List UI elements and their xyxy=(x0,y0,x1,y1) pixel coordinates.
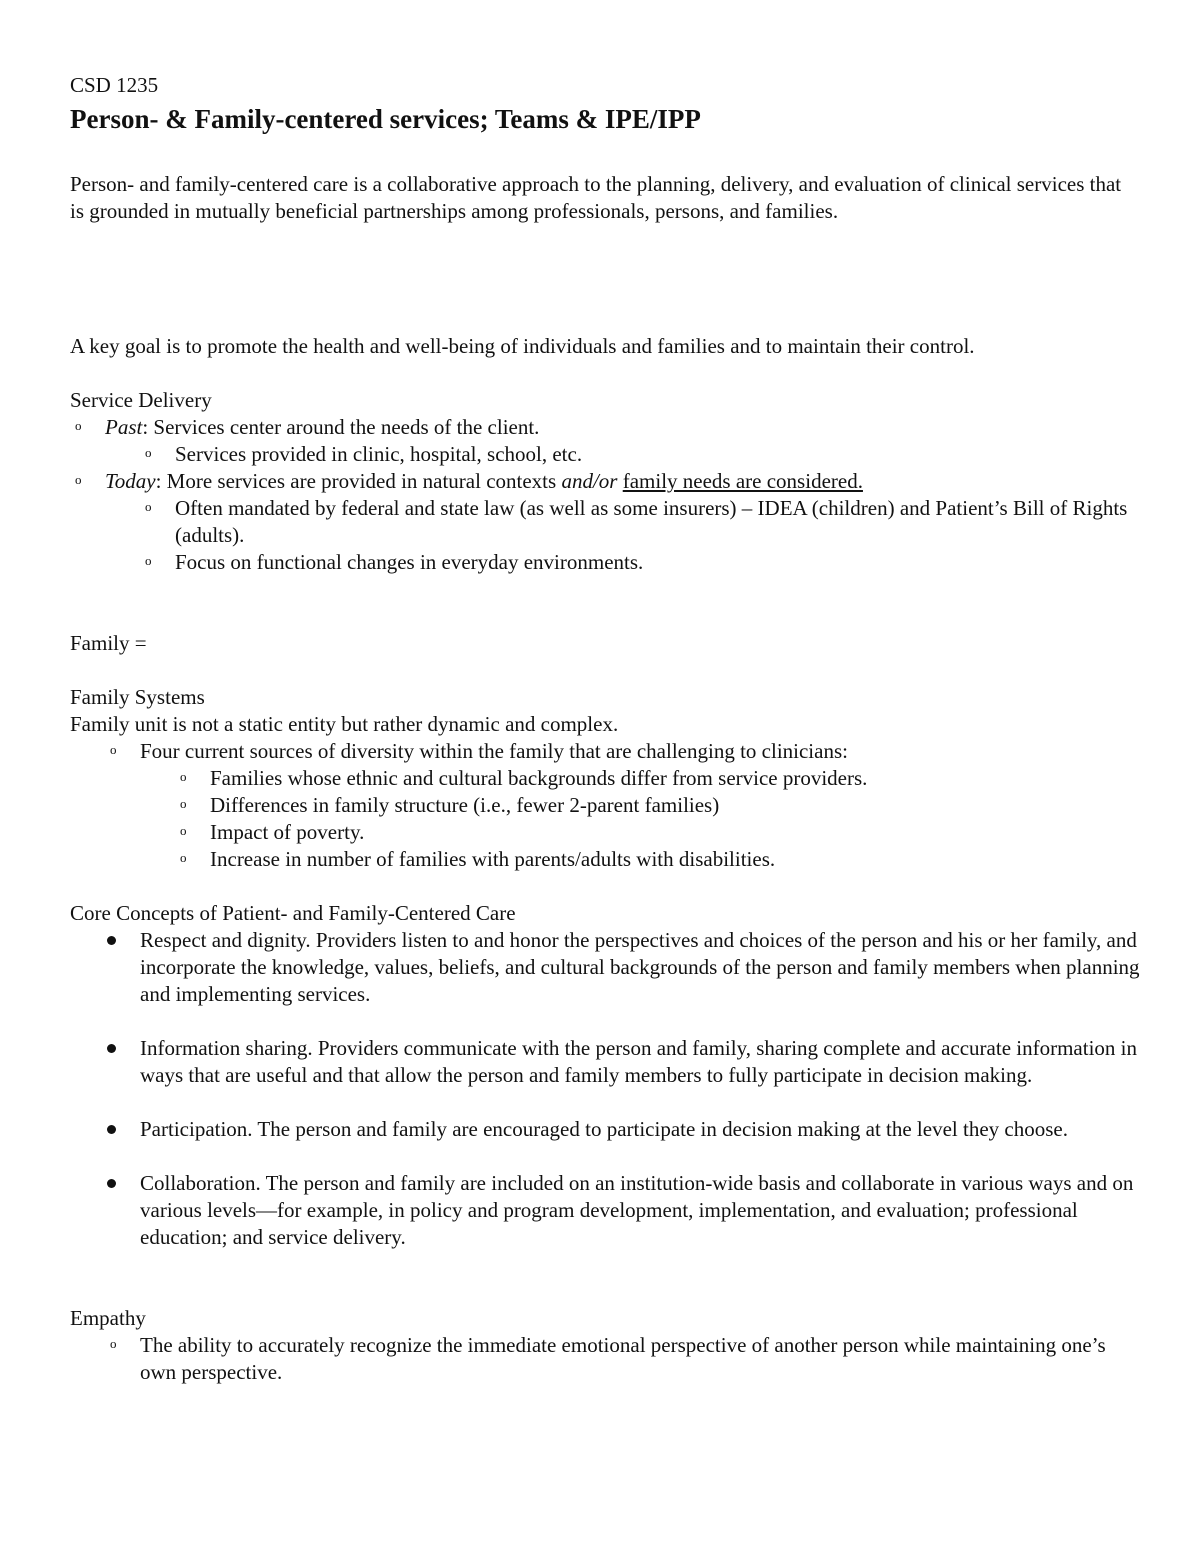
core-concepts-heading: Core Concepts of Patient- and Family-Centered Care xyxy=(70,901,516,925)
list-item: Information sharing. Providers communicate with the person and family, sharing complete and accurate information in ways that are useful and that allow the person and family members to fully participate in decision making. xyxy=(70,1035,1140,1089)
family-definition: Family = xyxy=(70,631,147,655)
list-item: o Increase in number of families with parents/adults with disabilities. xyxy=(180,847,776,871)
list-item: Participation. The person and family are encouraged to participate in decision making at the level they choose. xyxy=(70,1116,1140,1143)
empathy-list xyxy=(70,1332,1140,1386)
filled-bullet-icon xyxy=(107,1125,116,1134)
list-item: o The ability to accurately recognize the immediate emotional perspective of another person while maintaining one’s own perspective. xyxy=(110,1333,1106,1384)
family-systems-list xyxy=(70,738,1140,873)
list-item: o Four current sources of diversity within the family that are challenging to clinicians: xyxy=(110,739,848,763)
list-item: o Families whose ethnic and cultural backgrounds differ from service providers. xyxy=(180,766,868,790)
circle-bullet-icon: o xyxy=(180,796,187,811)
course-code: CSD 1235 xyxy=(70,73,159,97)
definition-paragraph: Person- and family-centered care is a collaborative approach to the planning, delivery, and evaluation of clinical services that is grounded in mutually beneficial partnerships among professionals, persons, and families. xyxy=(70,172,1122,223)
family-systems-statement: Family unit is not a static entity but rather dynamic and complex. xyxy=(70,712,619,736)
filled-bullet-icon xyxy=(107,1179,116,1188)
family-systems-heading: Family Systems xyxy=(70,685,205,709)
filled-bullet-icon xyxy=(107,1044,116,1053)
service-delivery-list xyxy=(70,414,1140,576)
service-delivery-heading: Service Delivery xyxy=(70,388,212,412)
core-concepts-list xyxy=(70,927,1140,1251)
list-item: o Differences in family structure (i.e., fewer 2-parent families) xyxy=(180,793,720,817)
circle-bullet-icon: o xyxy=(180,850,187,865)
circle-bullet-icon: o xyxy=(145,445,152,460)
list-item: o Services provided in clinic, hospital, school, etc. xyxy=(145,442,583,466)
document-page xyxy=(70,72,1140,1386)
circle-bullet-icon: o xyxy=(110,1336,117,1351)
circle-bullet-icon: o xyxy=(145,499,152,514)
list-item: Collaboration. The person and family are included on an institution-wide basis and collaborate in various ways and on various levels—for example, in policy and program development, implementation, and evaluation; professional education; and service delivery. xyxy=(70,1170,1140,1251)
list-item: o Focus on functional changes in everyday environments. xyxy=(145,550,644,574)
circle-bullet-icon: o xyxy=(145,553,152,568)
list-item: o Often mandated by federal and state law (as well as some insurers) – IDEA (children) and Patient’s Bill of Rights (adults). xyxy=(145,496,1128,547)
page-title: Person- & Family-centered services; Teams & IPE/IPP xyxy=(70,104,701,134)
filled-bullet-icon xyxy=(107,936,116,945)
circle-bullet-icon: o xyxy=(180,823,187,838)
circle-bullet-icon: o xyxy=(75,418,82,433)
circle-bullet-icon: o xyxy=(75,472,82,487)
empathy-heading: Empathy xyxy=(70,1306,146,1330)
list-item: o Past: Services center around the needs of the client. xyxy=(75,415,540,439)
list-item: o Impact of poverty. xyxy=(180,820,365,844)
circle-bullet-icon: o xyxy=(180,769,187,784)
circle-bullet-icon: o xyxy=(110,742,117,757)
list-item: o Today: More services are provided in natural contexts and/or family needs are considered. xyxy=(75,469,863,493)
list-item: Respect and dignity. Providers listen to and honor the perspectives and choices of the person and his or her family, and incorporate the knowledge, values, beliefs, and cultural backgrounds of the person and family members when planning and implementing services. xyxy=(70,927,1140,1008)
key-goal-paragraph: A key goal is to promote the health and well-being of individuals and families and to maintain their control. xyxy=(70,334,975,358)
